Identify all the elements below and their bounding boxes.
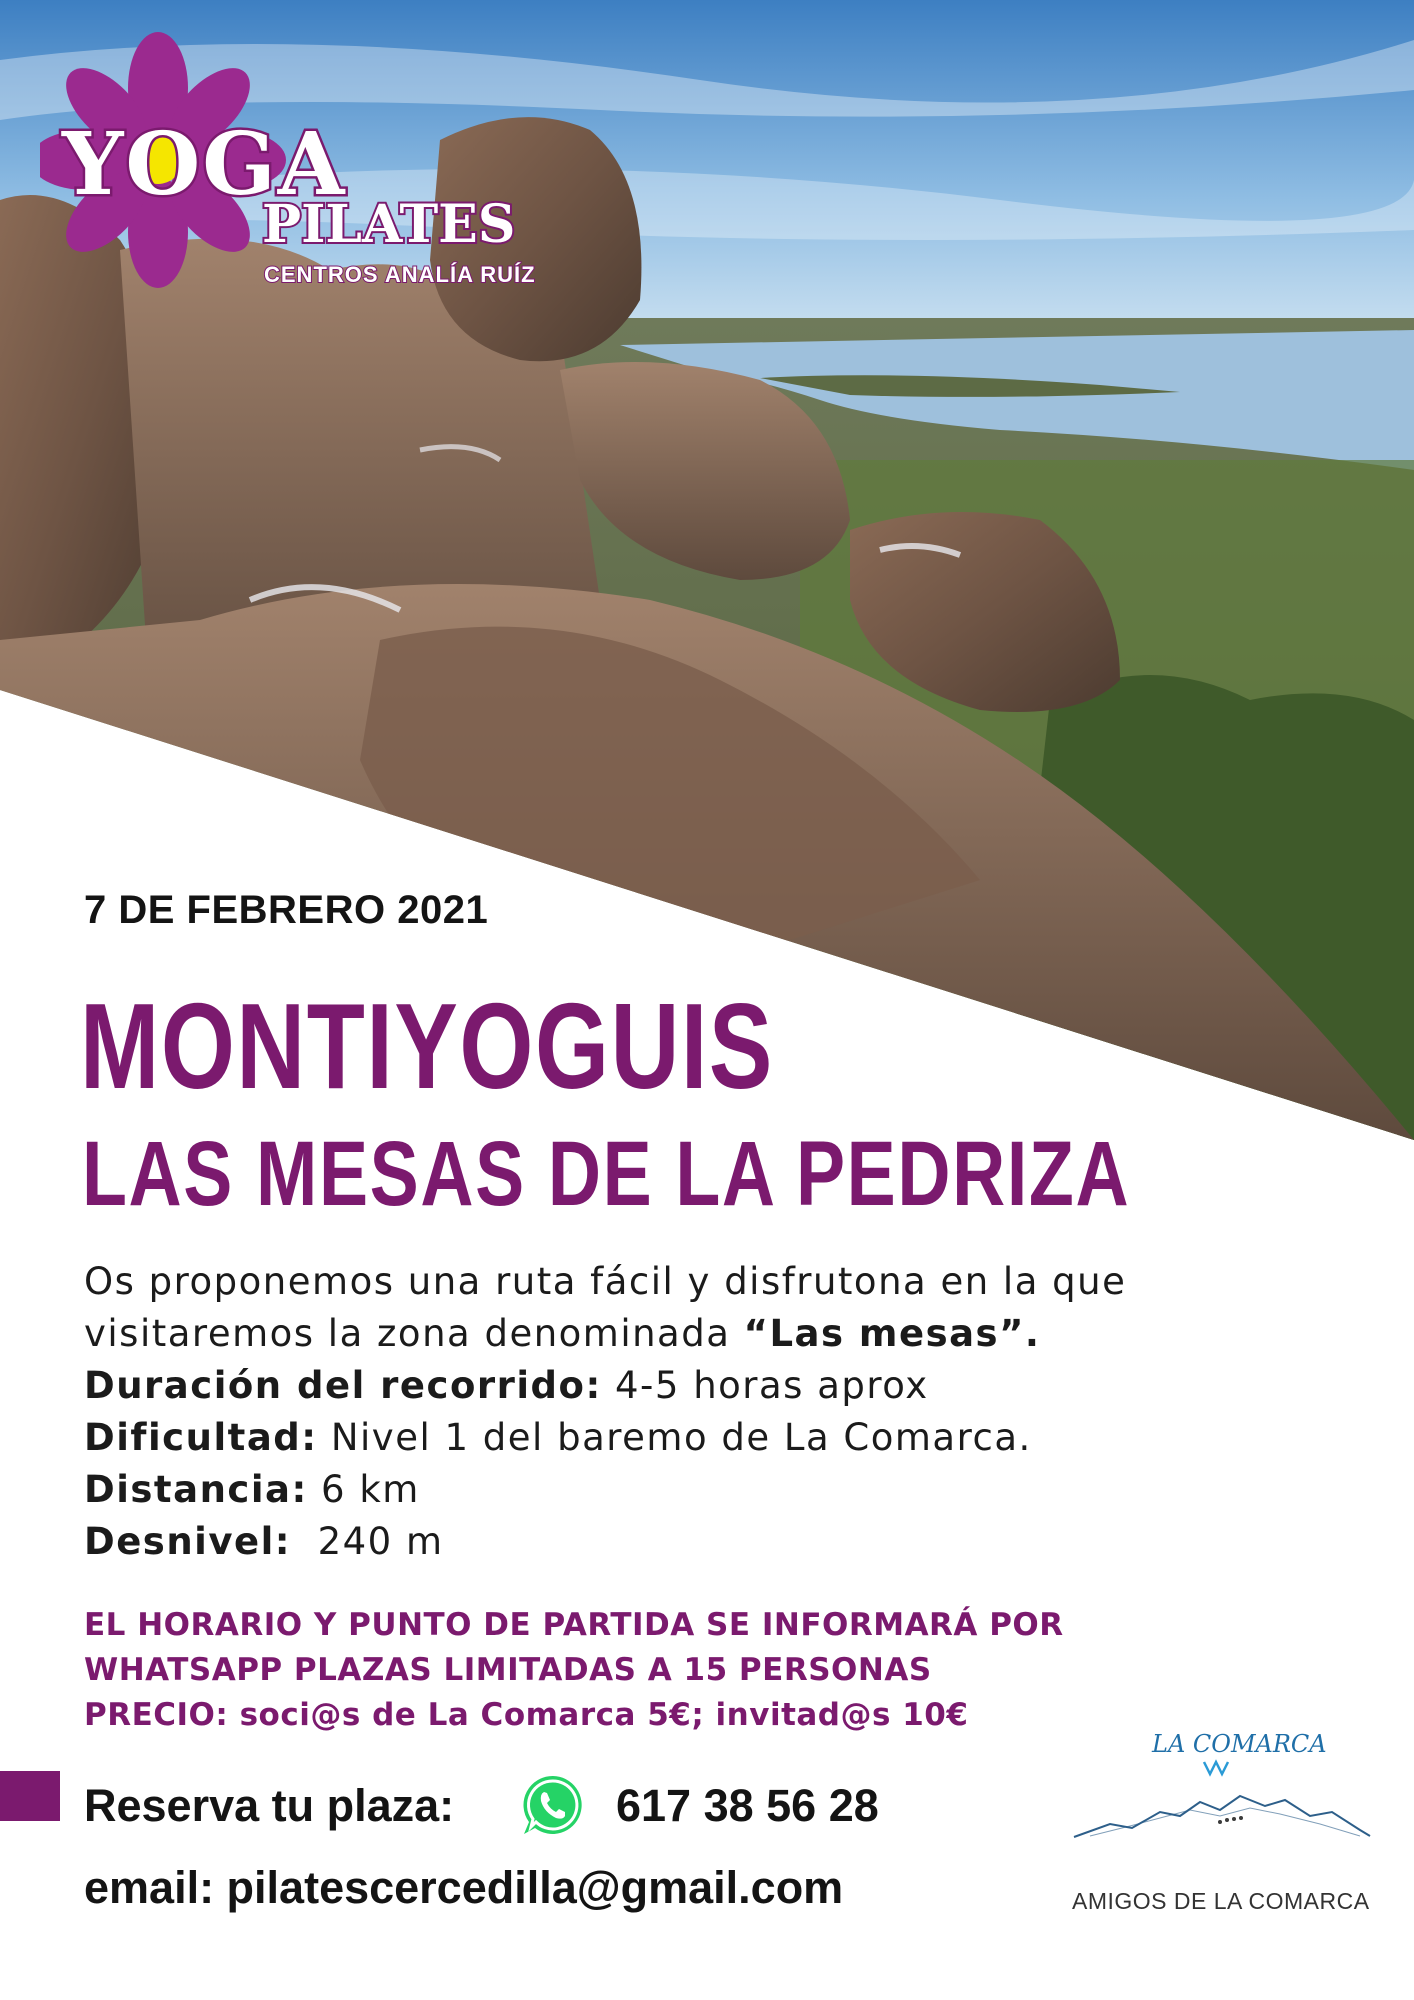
event-title: MONTIYOGUIS [80,978,774,1114]
notice-line-2: WHATSAPP PLAZAS LIMITADAS A 15 PERSONAS [84,1652,932,1688]
event-description [84,1256,1324,1568]
description-line-2-text: visitaremos la zona denominada [84,1312,744,1355]
partner-name: AMIGOS DE LA COMARCA [1072,1888,1370,1914]
detail-label: Distancia: [84,1468,308,1511]
detail-value: 6 km [307,1468,420,1511]
notice-line-1: EL HORARIO Y PUNTO DE PARTIDA SE INFORMARÁ POR [84,1607,1064,1643]
email-address[interactable]: email: pilatescercedilla@gmail.com [84,1862,844,1913]
detail-value: Nivel 1 del baremo de La Comarca. [317,1416,1032,1459]
accent-bar [0,1771,60,1821]
event-date: 7 DE FEBRERO 2021 [84,888,489,932]
detail-value: 4-5 horas aprox [601,1364,929,1407]
event-subtitle: LAS MESAS DE LA PEDRIZA [82,1123,1131,1225]
detail-duration [84,1360,1324,1412]
detail-elevation [84,1516,1324,1568]
logo-word-pilates: PILATES [262,194,516,255]
detail-difficulty [84,1412,1324,1464]
detail-distance [84,1464,1324,1516]
reserve-label: Reserva tu plaza: [84,1780,455,1831]
detail-label: Dificultad: [84,1416,318,1459]
whatsapp-icon[interactable] [520,1772,586,1838]
logo-word-yoga: YOGA [62,114,347,215]
phone-number[interactable]: 617 38 56 28 [616,1780,879,1831]
logo-subtitle: CENTROS ANALÍA RUÍZ [264,262,536,287]
la-comarca-logo [1070,1712,1380,1862]
yoga-pilates-logo [40,30,580,300]
detail-value: 240 m [291,1520,444,1563]
description-highlight: “Las mesas”. [743,1312,1041,1355]
description-line-2 [84,1308,1324,1360]
la-comarca-logo-text: LA COMARCA [1152,1730,1327,1758]
notice-price: PRECIO: soci@s de La Comarca 5€; invitad@s 10€ [84,1697,969,1733]
detail-label: Desnivel: [84,1520,292,1563]
detail-label: Duración del recorrido: [84,1364,602,1407]
description-line-1: Os proponemos una ruta fácil y disfrutona en la que [84,1260,1127,1303]
